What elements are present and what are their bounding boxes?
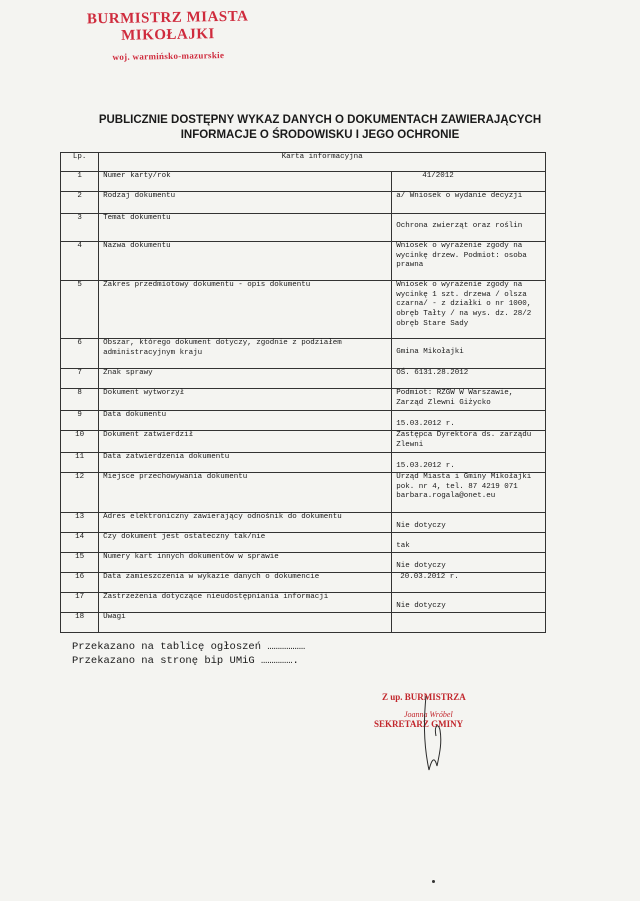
mayor-office-stamp: [68, 8, 269, 62]
row-label: Uwagi: [99, 613, 392, 633]
row-label: Zakres przedmiotowy dokumentu - opis dokumentu: [99, 281, 392, 339]
row-value: Wniosek o wyrażenie zgody na wycinkę drzew. Podmiot: osoba prawna: [392, 242, 546, 281]
table-row: [61, 473, 546, 513]
row-label: Data zamieszczenia w wykazie danych o dokumencie: [99, 573, 392, 593]
row-label: Obszar, którego dokument dotyczy, zgodnie z podziałem administracyjnym kraju: [99, 339, 392, 369]
row-label: Czy dokument jest ostateczny tak/nie: [99, 533, 392, 553]
table-row: [61, 613, 546, 633]
page-title: PUBLICZNIE DOSTĘPNY WYKAZ DANYCH O DOKUMENTACH ZAWIERAJĄCYCH INFORMACJE O ŚRODOWISKU I JEGO OCHRONIE: [98, 114, 542, 141]
row-number: 13: [61, 513, 99, 533]
transfer-notes: [72, 640, 305, 668]
row-number: 16: [61, 573, 99, 593]
row-label: Adres elektroniczny zawierający odnośnik do dokumentu: [99, 513, 392, 533]
row-value: Nie dotyczy: [392, 553, 546, 573]
row-number: 15: [61, 553, 99, 573]
row-value: Wniosek o wyrażenie zgody na wycinkę 1 szt. drzewa / olsza czarna/ - z działki o nr 1000, obręb Tałty / na wys. dz. 28/2 obręb Stare Sady: [392, 281, 546, 339]
row-label: Data zatwierdzenia dokumentu: [99, 453, 392, 473]
row-label: Rodzaj dokumentu: [99, 192, 392, 214]
row-value: [392, 172, 546, 192]
row-number: 8: [61, 389, 99, 411]
row-number: 11: [61, 453, 99, 473]
stamp-line-1: BURMISTRZ MIASTA MIKOŁAJKI: [86, 8, 249, 44]
table-row: [61, 453, 546, 473]
row-label: Numery kart innych dokumentów w sprawie: [99, 553, 392, 573]
row-value: Zastępca Dyrektora ds. zarządu Zlewni: [392, 431, 546, 453]
row-label: Temat dokumentu: [99, 214, 392, 242]
table-row: [61, 411, 546, 431]
signature-stamp-line-1: Z up. BURMISTRZA: [382, 692, 466, 702]
row-number: 10: [61, 431, 99, 453]
stamp-line-2: woj. warmińsko-mazurskie: [112, 50, 225, 62]
row-value: a/ Wniosek o wydanie decyzji: [392, 192, 546, 214]
table-header-row: [61, 153, 546, 172]
table-row: [61, 431, 546, 453]
table-row: [61, 242, 546, 281]
header-card: Karta informacyjna: [99, 153, 546, 172]
row-value-text: 20.03.2012 r.: [400, 573, 459, 581]
row-value-text: 41/2012: [422, 172, 454, 180]
information-card-table: [60, 152, 546, 633]
table-row: [61, 172, 546, 192]
row-number: 1: [61, 172, 99, 192]
row-label: Numer karty/rok: [99, 172, 392, 192]
header-lp: Lp.: [61, 153, 99, 172]
row-value: Gmina Mikołajki: [392, 339, 546, 369]
row-number: 4: [61, 242, 99, 281]
row-number: 12: [61, 473, 99, 513]
row-value: [392, 613, 546, 633]
row-value: OŚ. 6131.28.2012: [392, 369, 546, 389]
row-label: Dokument wytworzył: [99, 389, 392, 411]
row-label: Data dokumentu: [99, 411, 392, 431]
handwritten-signature: [374, 692, 504, 782]
table-row: [61, 389, 546, 411]
row-value: [392, 573, 546, 593]
row-number: 5: [61, 281, 99, 339]
row-value: Podmiot: RZGW W Warszawie, Zarząd Zlewni Giżycko: [392, 389, 546, 411]
table-row: [61, 593, 546, 613]
row-value: tak: [392, 533, 546, 553]
bip-line: Przekazano na stronę bip UMiG …………….: [72, 655, 299, 667]
scan-speck: [432, 880, 435, 883]
row-value: Nie dotyczy: [392, 513, 546, 533]
row-number: 18: [61, 613, 99, 633]
row-number: 6: [61, 339, 99, 369]
row-value: Nie dotyczy: [392, 593, 546, 613]
secretary-signature-stamp: [374, 692, 504, 729]
row-number: 14: [61, 533, 99, 553]
notice-board-line: Przekazano na tablicę ogłoszeń ………………: [72, 641, 306, 653]
row-number: 7: [61, 369, 99, 389]
table-row: [61, 513, 546, 533]
table-row: [61, 192, 546, 214]
row-number: 17: [61, 593, 99, 613]
table-row: [61, 281, 546, 339]
row-label: Znak sprawy: [99, 369, 392, 389]
signature-stamp-line-2: Joanna Wróbel: [404, 710, 453, 719]
row-label: Dokument zatwierdził: [99, 431, 392, 453]
signature-stamp-line-3: SEKRETARZ GMINY: [374, 719, 464, 729]
table-row: [61, 369, 546, 389]
table-row: [61, 553, 546, 573]
table-row: [61, 214, 546, 242]
row-value: Urząd Miasta i Gminy Mikołajki pok. nr 4, tel. 87 4219 071 barbara.rogala@onet.eu: [392, 473, 546, 513]
row-number: 3: [61, 214, 99, 242]
row-value: Ochrona zwierząt oraz roślin: [392, 214, 546, 242]
row-value: 15.03.2012 r.: [392, 411, 546, 431]
table-row: [61, 533, 546, 553]
row-label: Nazwa dokumentu: [99, 242, 392, 281]
row-number: 2: [61, 192, 99, 214]
row-number: 9: [61, 411, 99, 431]
table-row: [61, 573, 546, 593]
row-label: Miejsce przechowywania dokumentu: [99, 473, 392, 513]
row-value: 15.03.2012 r.: [392, 453, 546, 473]
row-label: Zastrzeżenia dotyczące nieudostępniania informacji: [99, 593, 392, 613]
table-row: [61, 339, 546, 369]
